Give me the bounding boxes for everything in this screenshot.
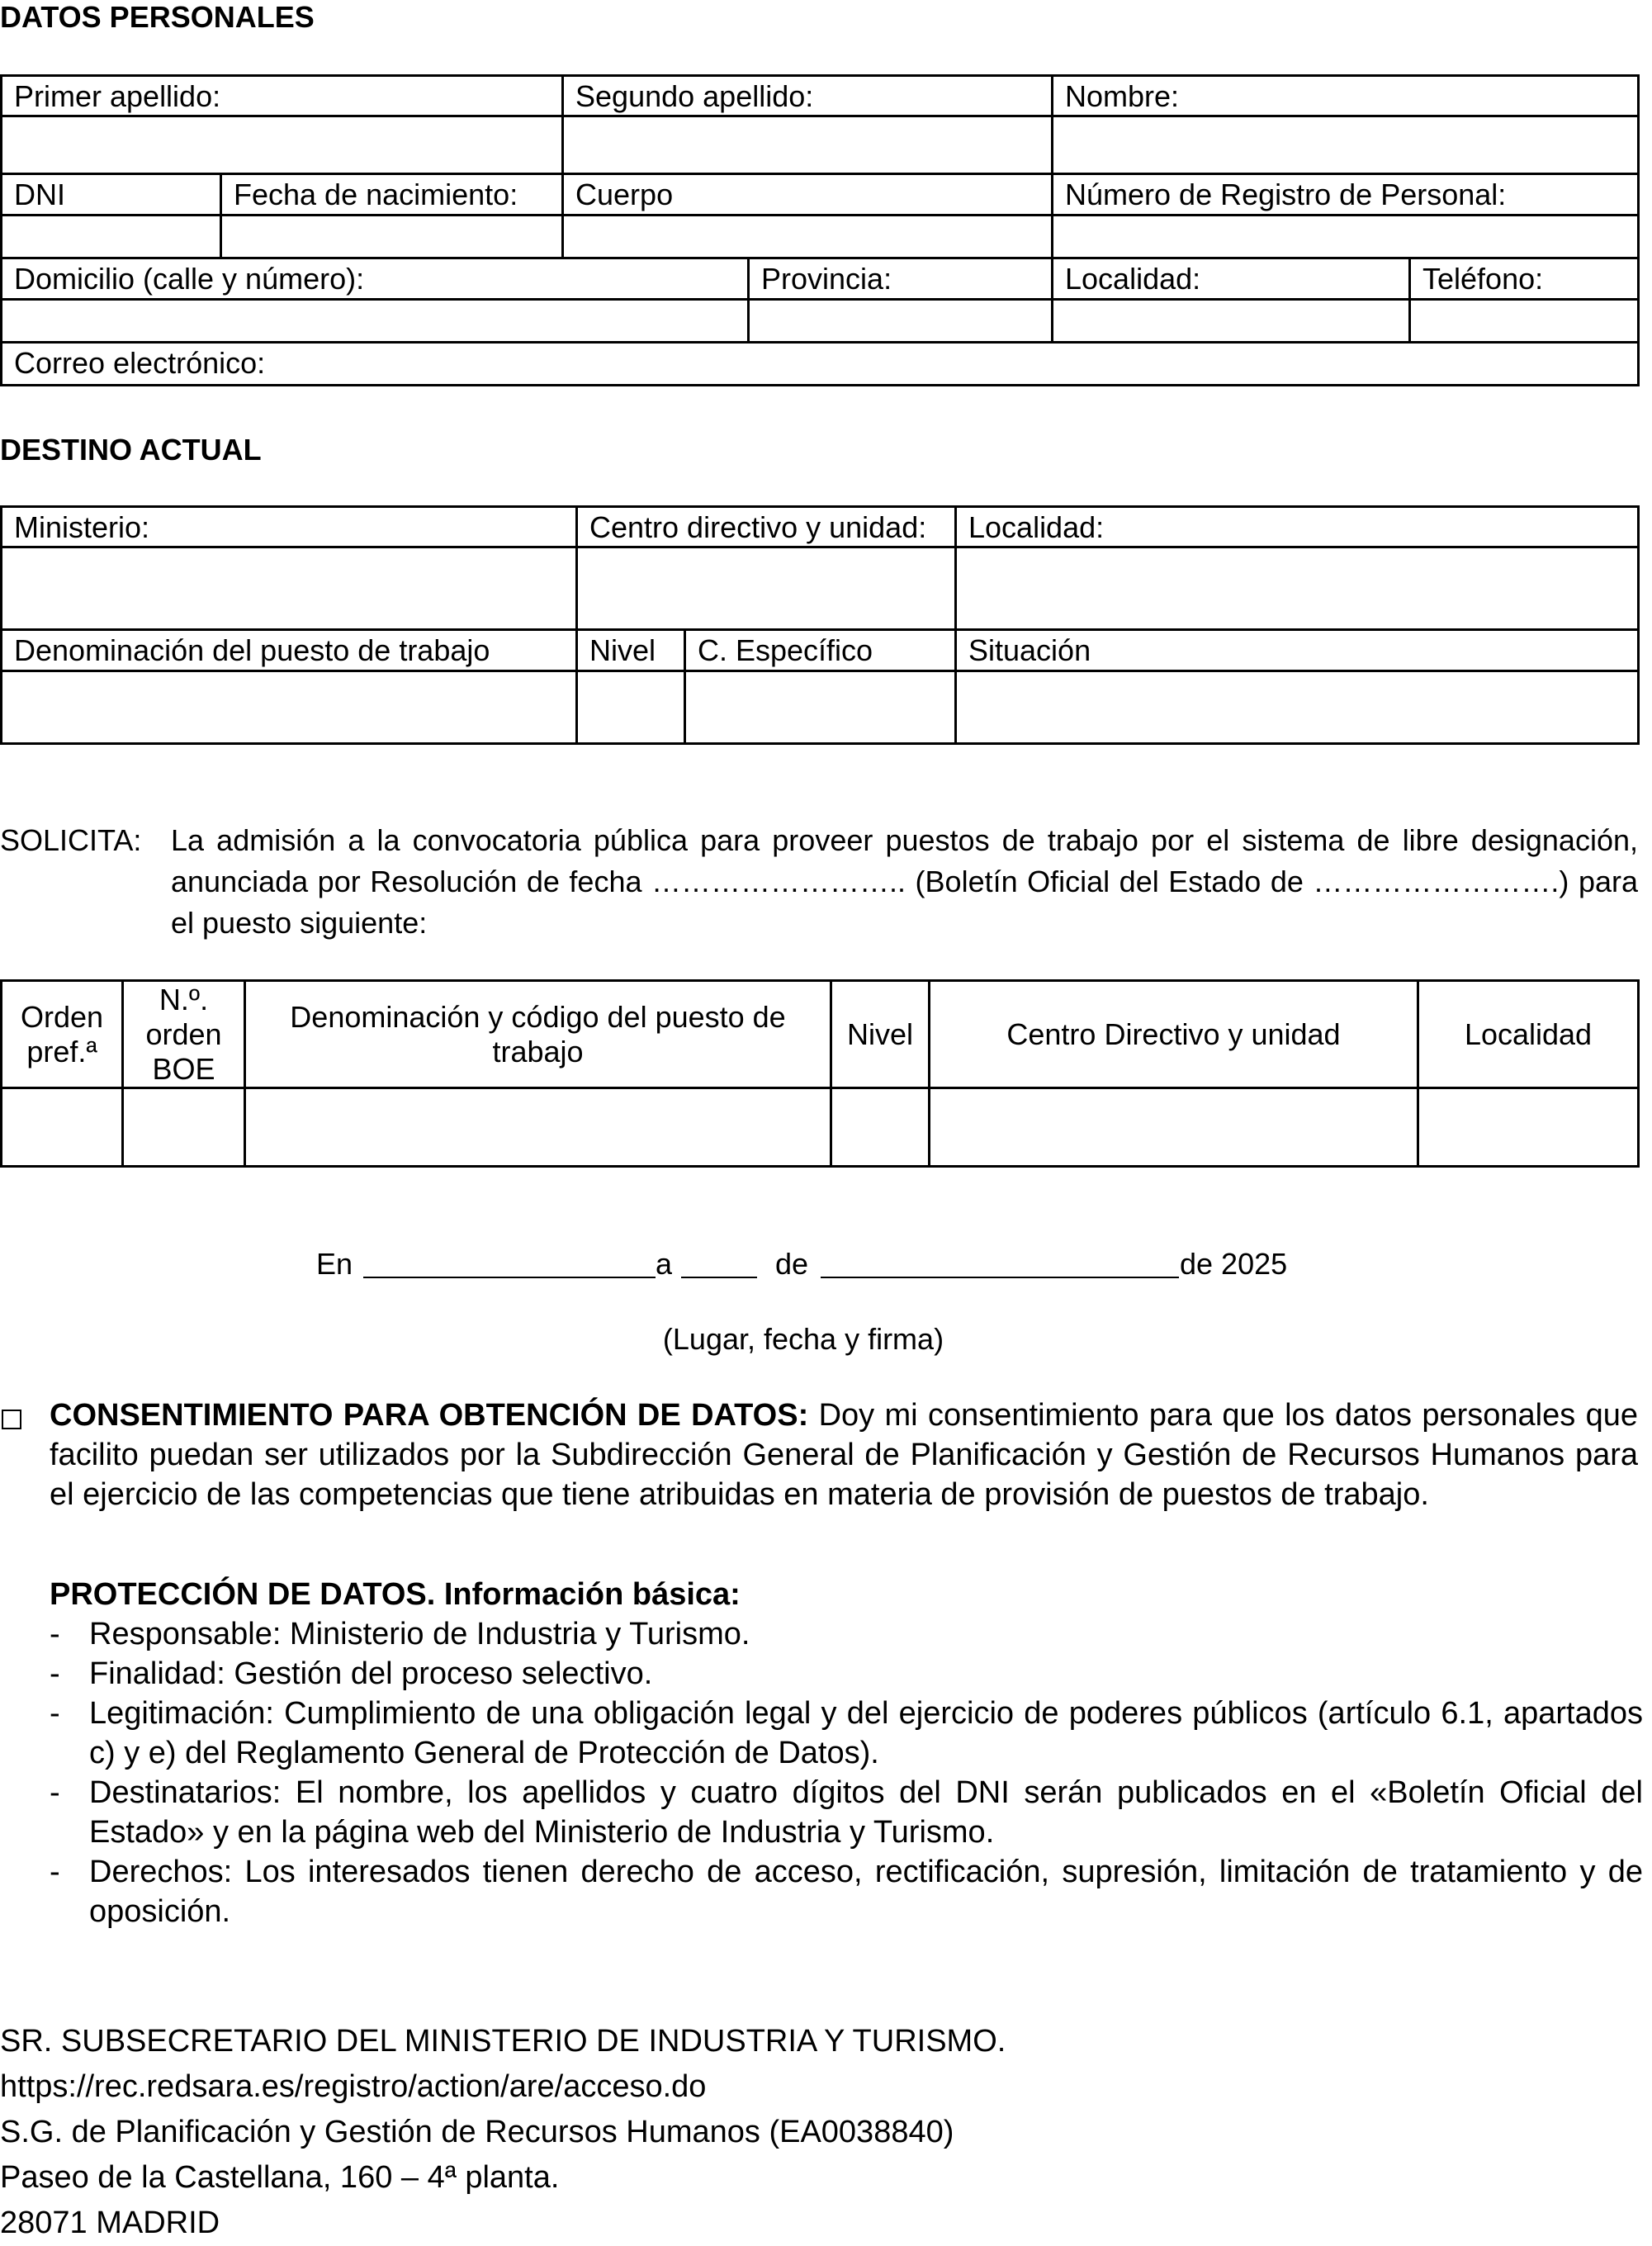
puestos-table xyxy=(0,979,1640,1168)
segundo-apellido-label: Segundo apellido: xyxy=(563,76,1053,116)
firma-en: En xyxy=(316,1247,353,1281)
solicita-label: SOLICITA: xyxy=(0,823,142,857)
datos-personales-heading: DATOS PERSONALES xyxy=(0,0,315,34)
cuerpo-field[interactable] xyxy=(563,216,1053,258)
header-localidad: Localidad xyxy=(1418,981,1639,1088)
registro-url-link[interactable]: https://rec.redsara.es/registro/action/are/acceso.do xyxy=(0,2069,707,2104)
list-item: - Destinatarios: El nombre, los apellidos y cuatro dígitos del DNI serán publicados en el «Boletín Oficial del Estado» y en la página web del Ministerio de Industria y Turismo. xyxy=(50,1775,1643,1850)
destino-localidad-field[interactable] xyxy=(956,547,1639,630)
consentimiento-text: Doy mi consentimiento para que los datos personales que facilito puedan ser utilizados por la Subdirección General de Planificación y Gestión de Recursos Humanos para el ejercicio de las competencias que tiene atribuidas en materia de provisión de puestos de trabajo. xyxy=(50,1398,1638,1512)
telefono-label: Teléfono: xyxy=(1410,258,1639,300)
denominacion-label: Denominación del puesto de trabajo xyxy=(2,630,577,671)
numero-orden-boe-field[interactable] xyxy=(123,1088,245,1167)
puesto-localidad-field[interactable] xyxy=(1418,1088,1639,1167)
header-orden-pref: Orden pref.ª xyxy=(2,981,123,1088)
ministerio-label: Ministerio: xyxy=(2,507,577,547)
segundo-apellido-field[interactable] xyxy=(563,116,1053,174)
firma-caption: (Lugar, fecha y firma) xyxy=(662,1322,944,1356)
localidad-field[interactable] xyxy=(1053,300,1410,343)
nivel-field[interactable] xyxy=(577,671,685,744)
numero-registro-label: Número de Registro de Personal: xyxy=(1053,174,1639,216)
provincia-label: Provincia: xyxy=(749,258,1053,300)
destino-localidad-label: Localidad: xyxy=(956,507,1639,547)
dia-field[interactable] xyxy=(681,1277,757,1278)
header-numero-orden-boe: N.º. orden BOE xyxy=(123,981,245,1088)
correo-label[interactable]: Correo electrónico: xyxy=(2,343,1639,386)
cuerpo-label: Cuerpo xyxy=(563,174,1053,216)
numero-registro-field[interactable] xyxy=(1053,216,1639,258)
situacion-label: Situación xyxy=(956,630,1639,671)
destinatario-block xyxy=(0,2019,1006,2246)
c-especifico-label: C. Específico xyxy=(685,630,956,671)
proteccion-list xyxy=(50,1614,1643,1931)
consentimiento-title: CONSENTIMIENTO PARA OBTENCIÓN DE DATOS: xyxy=(50,1398,809,1433)
fecha-nacimiento-field[interactable] xyxy=(221,216,563,258)
lugar-field[interactable] xyxy=(363,1277,656,1278)
list-item: - Legitimación: Cumplimiento de una obligación legal y del ejercicio de poderes públicos (artículo 6.1, apartados c) y e) del Reglamento General de Protección de Datos). xyxy=(50,1696,1643,1770)
nombre-label: Nombre: xyxy=(1053,76,1639,116)
mes-field[interactable] xyxy=(821,1277,1179,1278)
destinatario-line: SR. SUBSECRETARIO DEL MINISTERIO DE INDUSTRIA Y TURISMO. xyxy=(0,2024,1006,2059)
puesto-centro-field[interactable] xyxy=(930,1088,1418,1167)
proteccion-title: PROTECCIÓN DE DATOS. Información básica: xyxy=(50,1577,741,1612)
firma-de: de xyxy=(775,1247,809,1281)
destinatario-line: S.G. de Planificación y Gestión de Recursos Humanos (EA0038840) xyxy=(0,2115,954,2149)
centro-directivo-label: Centro directivo y unidad: xyxy=(577,507,956,547)
list-item: - Responsable: Ministerio de Industria y Turismo. xyxy=(50,1617,750,1651)
dni-label: DNI xyxy=(2,174,221,216)
puesto-nivel-field[interactable] xyxy=(831,1088,930,1167)
centro-directivo-field[interactable] xyxy=(577,547,956,630)
firma-a: a xyxy=(656,1247,673,1281)
destino-actual-heading: DESTINO ACTUAL xyxy=(0,433,262,467)
primer-apellido-label: Primer apellido: xyxy=(2,76,563,116)
localidad-label: Localidad: xyxy=(1053,258,1410,300)
fecha-nacimiento-label: Fecha de nacimiento: xyxy=(221,174,563,216)
nivel-label: Nivel xyxy=(577,630,685,671)
list-item: - Finalidad: Gestión del proceso selectivo. xyxy=(50,1656,653,1691)
denominacion-codigo-field[interactable] xyxy=(245,1088,831,1167)
header-centro-directivo: Centro Directivo y unidad xyxy=(930,981,1418,1088)
nombre-field[interactable] xyxy=(1053,116,1639,174)
firma-anio: de 2025 xyxy=(1180,1247,1288,1281)
orden-pref-field[interactable] xyxy=(2,1088,123,1167)
consentimiento-paragraph xyxy=(50,1395,1638,1514)
primer-apellido-field[interactable] xyxy=(2,116,563,174)
destinatario-line: 28071 MADRID xyxy=(0,2206,220,2240)
destinatario-line: Paseo de la Castellana, 160 – 4ª planta. xyxy=(0,2160,560,2195)
datos-personales-table xyxy=(0,74,1640,386)
dni-field[interactable] xyxy=(2,216,221,258)
header-denominacion-codigo: Denominación y código del puesto de trabajo xyxy=(245,981,831,1088)
domicilio-field[interactable] xyxy=(2,300,749,343)
solicita-text: La admisión a la convocatoria pública para proveer puestos de trabajo por el sistema de libre designación, anunciada por Resolución de fecha …………………….. (Boletín Oficial del Estado de …………………….) para el puesto siguiente: xyxy=(171,823,1638,940)
denominacion-field[interactable] xyxy=(2,671,577,744)
consentimiento-checkbox[interactable] xyxy=(2,1410,21,1429)
header-nivel: Nivel xyxy=(831,981,930,1088)
ministerio-field[interactable] xyxy=(2,547,577,630)
domicilio-label: Domicilio (calle y número): xyxy=(2,258,749,300)
destino-actual-table xyxy=(0,505,1640,745)
provincia-field[interactable] xyxy=(749,300,1053,343)
telefono-field[interactable] xyxy=(1410,300,1639,343)
situacion-field[interactable] xyxy=(956,671,1639,744)
c-especifico-field[interactable] xyxy=(685,671,956,744)
list-item: - Derechos: Los interesados tienen derecho de acceso, rectificación, supresión, limitación de tratamiento y de oposición. xyxy=(50,1855,1643,1929)
